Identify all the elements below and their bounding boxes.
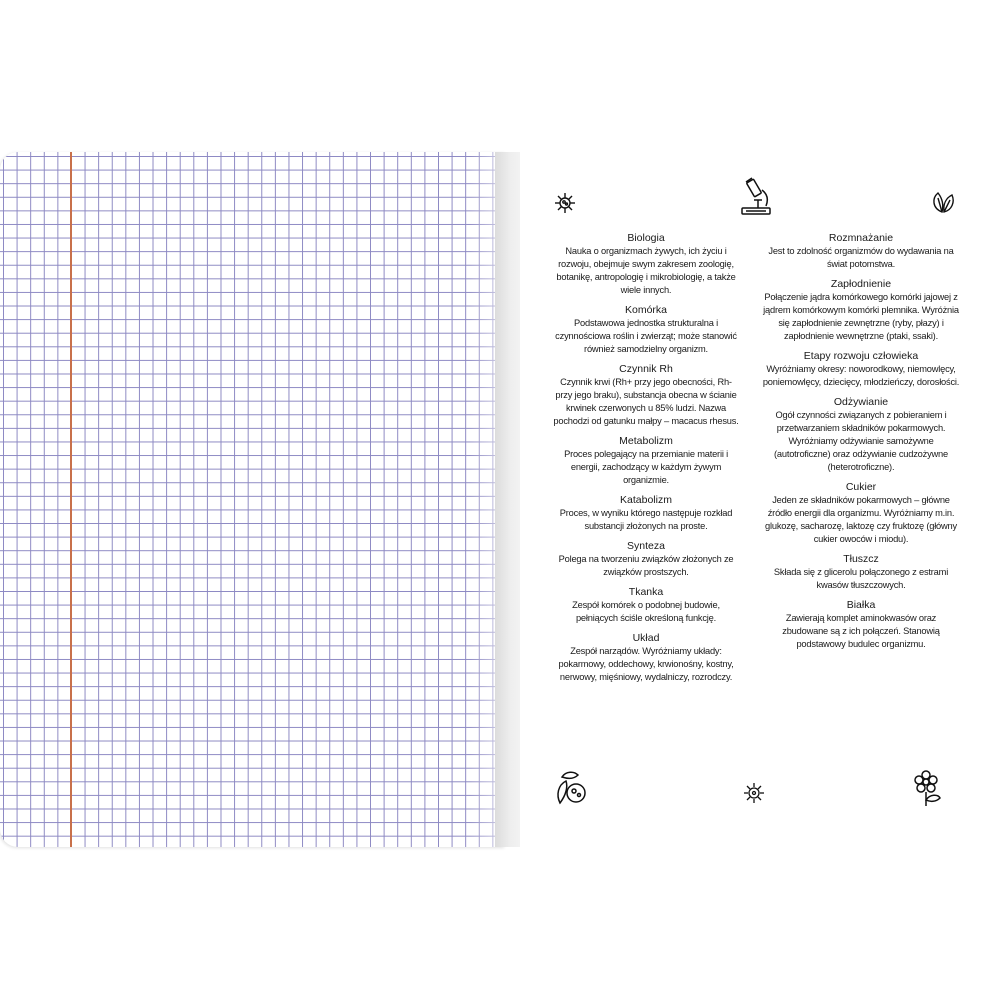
definition: Połączenie jądra komórkowego komórki jajowej z jądrem komórkowym komórki plemnika. Wyróżnia się zapłodnienie zewnętrzne (ryby, płazy) i zapłodnienie wewnętrzne (ptaki, ssaki). xyxy=(763,292,959,341)
definition: Ogół czynności związanych z pobieraniem i przetwarzaniem składników pokarmowych. Wyróżniamy odżywianie samożywne (autotroficzne) oraz odżywianie cudzożywne (heterotroficzne). xyxy=(773,410,948,472)
bacteria-icon xyxy=(742,781,766,805)
glossary-entry xyxy=(762,481,960,546)
definition: Podstawowa jednostka strukturalna i czynnościowa roślin i zwierząt; może stanowić również samodzielny organizm. xyxy=(555,318,737,354)
definition: Zawierają komplet aminokwasów oraz zbudowane są z ich połączeń. Stanowią podstawowy budulec organizmu. xyxy=(782,613,940,649)
term: Etapy rozwoju człowieka xyxy=(803,350,919,362)
glossary-entry xyxy=(552,494,740,533)
glossary-column-left xyxy=(552,232,740,691)
glossary-entry xyxy=(762,350,960,389)
glossary-entry xyxy=(552,232,740,297)
glossary-entry xyxy=(762,278,960,343)
term: Zapłodnienie xyxy=(830,278,892,290)
definition: Składa się z glicerolu połączonego z estrami kwasów tłuszczowych. xyxy=(773,567,949,590)
grid-page xyxy=(0,152,505,847)
margin-line xyxy=(70,152,72,847)
definition: Zespół komórek o podobnej budowie, pełniących ściśle określoną funkcję. xyxy=(572,600,720,623)
glossary-entry xyxy=(762,599,960,651)
term: Rozmnażanie xyxy=(828,232,894,244)
microscope-icon xyxy=(736,176,778,218)
glossary-entry xyxy=(762,232,960,271)
term: Białka xyxy=(846,599,876,611)
definition: Nauka o organizmach żywych, ich życiu i rozwoju, obejmuje swym zakresem zoologię, botanikę, antropologię i mikrobiologię, a także wiele innych. xyxy=(556,246,736,295)
definition: Polega na tworzeniu związków złożonych ze związków prostszych. xyxy=(558,554,734,577)
term: Tkanka xyxy=(628,586,664,598)
glossary-entry xyxy=(552,632,740,684)
flower-icon xyxy=(912,770,944,808)
leaves-icon xyxy=(930,190,956,216)
sprout-cell-icon xyxy=(552,767,592,807)
term: Synteza xyxy=(627,540,665,552)
term: Metabolizm xyxy=(619,435,673,447)
glossary-entry xyxy=(552,363,740,428)
term: Układ xyxy=(632,632,660,644)
term: Cukier xyxy=(845,481,877,493)
term: Komórka xyxy=(624,304,667,316)
glossary-entry xyxy=(552,586,740,625)
term: Odżywianie xyxy=(833,396,889,408)
definition: Zespół narządów. Wyróżniamy układy: pokarmowy, oddechowy, krwionośny, kostny, nerwowy, mięśniowy, wydalniczy, rozrodczy. xyxy=(558,646,734,682)
glossary-entry xyxy=(552,540,740,579)
glossary-column-right xyxy=(762,232,960,658)
definition: Proces, w wyniku którego następuje rozkład substancji złożonych na proste. xyxy=(559,508,733,531)
definition: Proces polegający na przemianie materii i energii, zachodzący w każdym żywym organizmie. xyxy=(564,449,728,485)
term: Czynnik Rh xyxy=(619,363,673,375)
definition: Jest to zdolność organizmów do wydawania na świat potomstwa. xyxy=(768,246,954,269)
term: Biologia xyxy=(627,232,665,244)
term: Katabolizm xyxy=(620,494,672,506)
glossary-entry xyxy=(762,553,960,592)
virus-icon xyxy=(553,191,577,215)
definition: Czynnik krwi (Rh+ przy jego obecności, Rh- przy jego braku), substancja obecna w ścianie krwinek czerwonych u 85% ludzi. Nazwa pochodzi od gatunku małpy – macacus rhesus. xyxy=(553,377,739,426)
definition: Wyróżniamy okresy: noworodkowy, niemowlęcy, poniemowlęcy, dziecięcy, młodzieńczy, dorosłości. xyxy=(762,364,960,387)
definition: Jeden ze składników pokarmowych – główne źródło energii dla organizmu. Wyróżniamy m.in. glukozę, sacharozę, laktozę czy fruktozę (główny cukier owoców i miodu). xyxy=(765,495,957,544)
term: Tłuszcz xyxy=(843,553,879,565)
glossary-entry xyxy=(552,304,740,356)
glossary-entry xyxy=(552,435,740,487)
glossary-entry xyxy=(762,396,960,474)
